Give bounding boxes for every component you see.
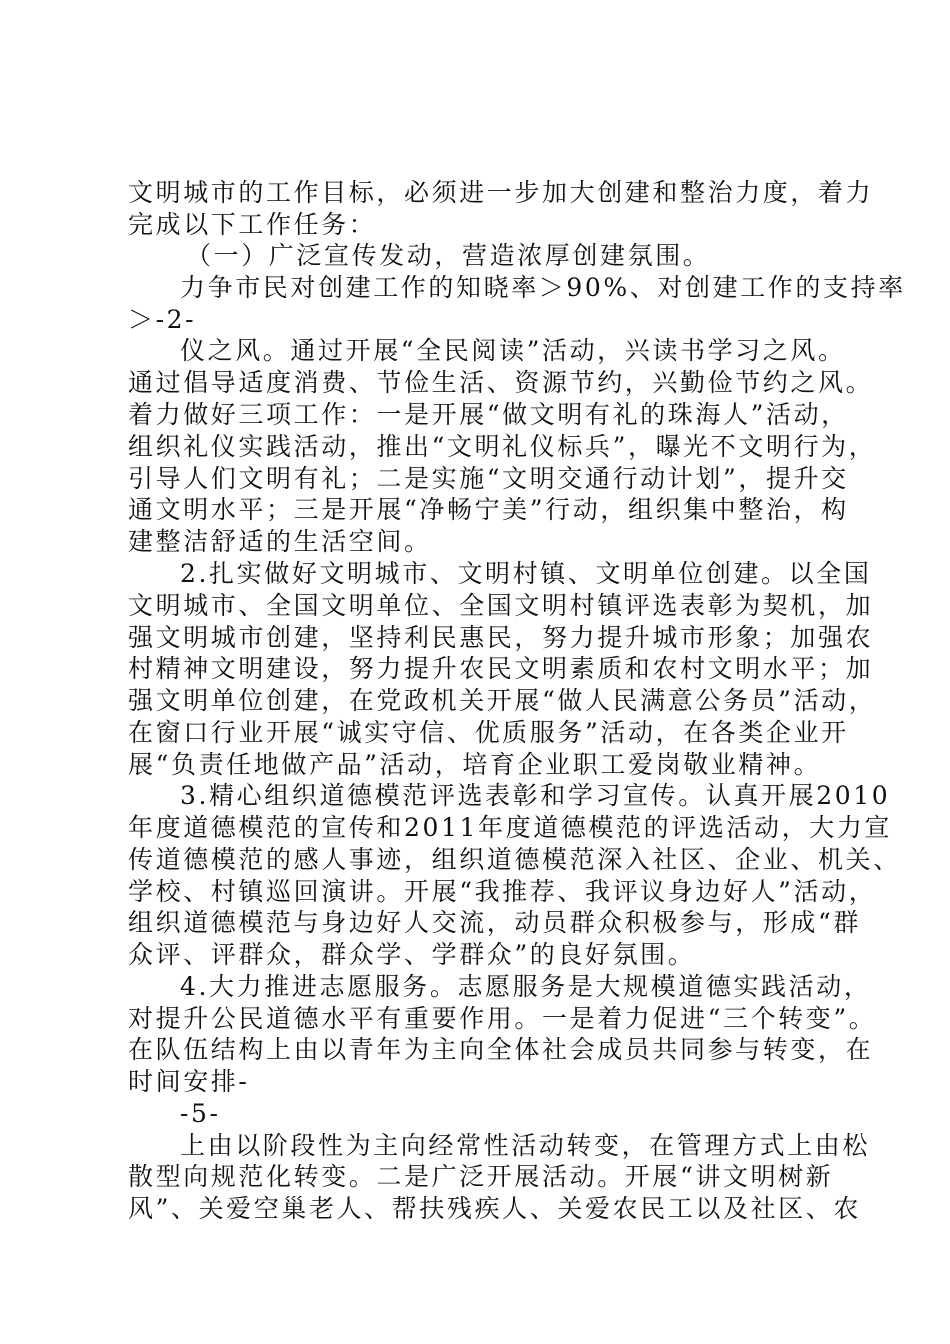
- section-heading: （一）广泛宣传发动，营造浓厚创建氛围。: [186, 241, 711, 270]
- text-line: 传道德模范的感人事迹，组织道德模范深入社区、企业、机关、: [128, 845, 901, 874]
- text-line: 强文明单位创建，在党政机关开展“做人民满意公务员”活动，: [128, 686, 877, 715]
- text-line: 学校、村镇巡回演讲。开展“我推荐、我评议身边好人”活动，: [128, 877, 877, 906]
- text-line: 村精神文明建设，努力提升农民文明素质和农村文明水平；加: [128, 654, 874, 683]
- text-line: 在队伍结构上由以青年为主向全体社会成员共同参与转变，在: [128, 1035, 874, 1064]
- text-line: 4.大力推进志愿服务。志愿服务是大规模道德实践活动，: [180, 972, 872, 1001]
- text-line: 展“负责任地做产品”活动，培育企业职工爱岗敬业精神。: [128, 750, 822, 779]
- text-line: 力争市民对创建工作的知晓率＞90%、对创建工作的支持率: [180, 273, 906, 302]
- text-line: 上由以阶段性为主向经常性活动转变，在管理方式上由松: [180, 1131, 871, 1160]
- text-line: 2.扎实做好文明城市、文明村镇、文明单位创建。以全国: [180, 559, 872, 588]
- text-line: 通文明水平；三是开展“净畅宁美”行动，组织集中整治，构: [128, 495, 849, 524]
- page-number: -5-: [180, 1099, 221, 1128]
- text-line: 文明城市的工作目标，必须进一步加大创建和整治力度，着力: [128, 178, 874, 207]
- text-line: 在窗口行业开展“诚实守信、优质服务”活动，在各类企业开: [128, 718, 849, 747]
- text-line: 完成以下工作任务：: [128, 210, 377, 239]
- text-line: 着力做好三项工作：一是开展“做文明有礼的珠海人”活动，: [128, 400, 849, 429]
- text-line: 年度道德模范的宣传和2011年度道德模范的评选活动，大力宣: [128, 813, 893, 842]
- text-line: 组织礼仪实践活动，推出“文明礼仪标兵”，曝光不文明行为，: [128, 432, 877, 461]
- text-line: 建整洁舒适的生活空间。: [128, 527, 432, 556]
- text-line: 众评、评群众，群众学、学群众”的良好氛围。: [128, 940, 696, 969]
- text-line: 仪之风。通过开展“全民阅读”活动，兴读书学习之风。: [180, 336, 846, 365]
- text-line: 时间安排-: [128, 1067, 250, 1096]
- text-line: 对提升公民道德水平有重要作用。一是着力促进“三个转变”。: [128, 1004, 877, 1033]
- text-line: 引导人们文明有礼；二是实施“文明交通行动计划”，提升交: [128, 464, 849, 493]
- page-number: ＞-2-: [128, 305, 197, 334]
- text-line: 组织道德模范与身边好人交流，动员群众积极参与，形成“群: [128, 908, 861, 937]
- text-line: 强文明城市创建，坚持利民惠民，努力提升城市形象；加强农: [128, 623, 874, 652]
- text-line: 散型向规范化转变。二是广泛开展活动。开展“讲文明树新: [128, 1162, 834, 1191]
- text-line: 风”、关爱空巢老人、帮扶残疾人、关爱农民工以及社区、农: [128, 1194, 861, 1223]
- text-line: 文明城市、全国文明单位、全国文明村镇评选表彰为契机，加: [128, 591, 874, 620]
- text-line: 通过倡导适度消费、节俭生活、资源节约，兴勤俭节约之风。: [128, 368, 874, 397]
- text-line: 3.精心组织道德模范评选表彰和学习宣传。认真开展2010: [180, 781, 891, 810]
